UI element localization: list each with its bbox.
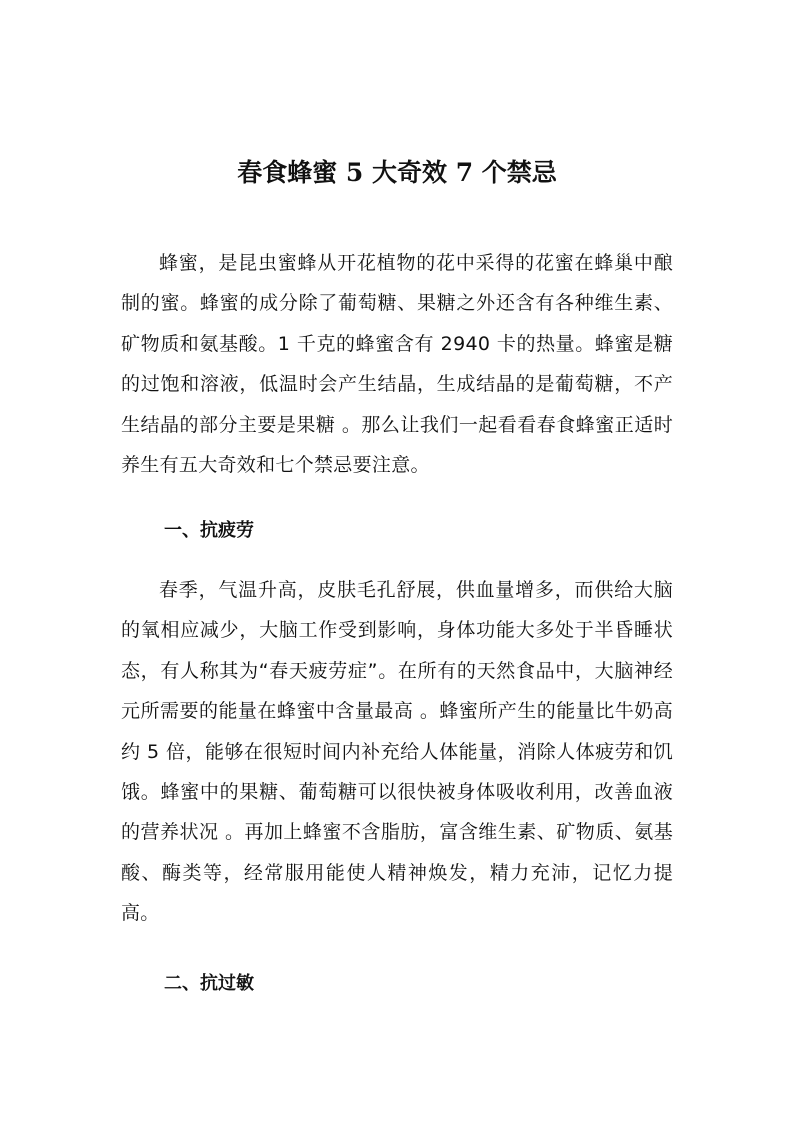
section-body-anti-fatigue: 春季，气温升高，皮肤毛孔舒展，供血量增多，而供给大脑的氧相应减少，大脑工作受到影响，身体功能大多处于半昏睡状态，有人称其为“春天疲劳症”。在所有的天然食品中，大脑神经元所需要的能量在蜂蜜中含量最高 。蜂蜜所产生的能量比牛奶高约 5 倍，能够在很短时间内补充给人体能量，消除人体疲劳和饥饿。蜂蜜中的果糖、葡萄糖可以很快被身体吸收利用，改善血液的营养状况 。再加上蜂蜜不含脂肪，富含维生素、矿物质、氨基酸、酶类等，经常服用能使人精神焕发，精力充沛，记忆力提高。 xyxy=(121,579,673,925)
page-title: 春食蜂蜜 5 大奇效 7 个禁忌 xyxy=(237,158,557,187)
section-heading-anti-fatigue: 一、抗疲劳 xyxy=(164,520,254,541)
intro-paragraph: 蜂蜜，是昆虫蜜蜂从开花植物的花中采得的花蜜在蜂巢中酿制的蜜。蜂蜜的成分除了葡萄糖、果糖之外还含有各种维生素、矿物质和氨基酸。1 千克的蜂蜜含有 2940 卡的热量。蜂蜜是糖的过饱和溶液，低温时会产生结晶，生成结晶的是葡萄糖，不产生结晶的部分主要是果糖 。那么让我们一起看看春食蜂蜜正适时养生有五大奇效和七个禁忌要注意。 xyxy=(121,252,673,477)
section-heading-anti-allergy: 二、抗过敏 xyxy=(164,973,254,994)
